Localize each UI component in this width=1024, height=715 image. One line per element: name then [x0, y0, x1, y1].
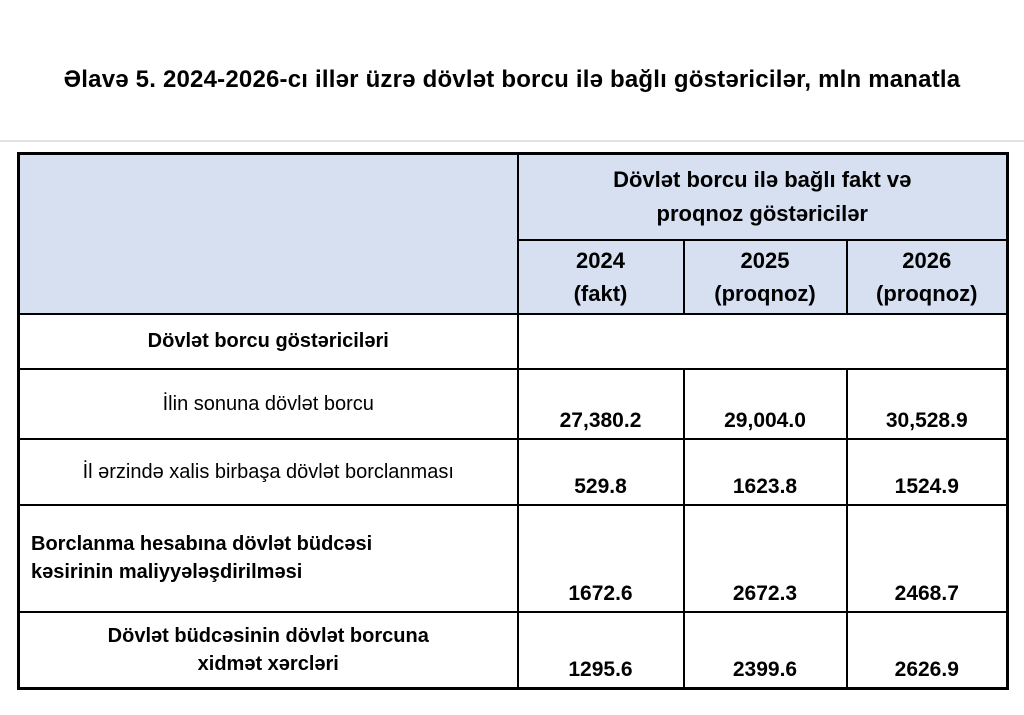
horizontal-divider	[0, 140, 1024, 142]
year-qualifier: (proqnoz)	[876, 280, 978, 306]
year-qualifier: (fakt)	[573, 280, 628, 306]
table-row	[19, 505, 1008, 612]
value-cell-2026: 1524.9	[847, 439, 1008, 505]
group-header-cell	[518, 154, 1008, 240]
table-row	[19, 369, 1008, 439]
row-label-line-1: Dövlət büdcəsinin dövlət borcuna	[107, 624, 429, 647]
value-cell-2025: 2672.3	[684, 505, 847, 612]
value-cell-2024: 1295.6	[518, 612, 684, 689]
row-label-section: Dövlət borcu göstəriciləri	[19, 314, 518, 369]
year-label: 2025	[740, 247, 790, 273]
row-label	[19, 612, 518, 689]
value-cell-2024: 1672.6	[518, 505, 684, 612]
year-header-2024	[518, 240, 684, 314]
value-cell-2024: 529.8	[518, 439, 684, 505]
year-header-2025	[684, 240, 847, 314]
value-cell-2024: 27,380.2	[518, 369, 684, 439]
table-row	[19, 612, 1008, 689]
group-header-line-1: Dövlət borcu ilə bağlı fakt və	[613, 166, 912, 192]
value-cell-2026: 2468.7	[847, 505, 1008, 612]
row-label-line-2: kəsirinin maliyyələşdirilməsi	[31, 561, 303, 583]
table-row	[19, 439, 1008, 505]
row-label-line-2: xidmət xərcləri	[197, 652, 339, 675]
row-label: İlin sonuna dövlət borcu	[19, 369, 518, 439]
corner-cell	[19, 154, 518, 314]
value-cell-2026: 30,528.9	[847, 369, 1008, 439]
table-group-header-row	[19, 154, 1008, 240]
empty-values-cell	[518, 314, 1008, 369]
value-cell-2025: 29,004.0	[684, 369, 847, 439]
row-label	[19, 505, 518, 612]
year-label: 2024	[576, 247, 625, 273]
value-cell-2026: 2626.9	[847, 612, 1008, 689]
row-label: İl ərzində xalis birbaşa dövlət borclanması	[19, 439, 518, 505]
row-label-line-1: Borclanma hesabına dövlət büdcəsi	[31, 533, 373, 555]
year-header-2026	[847, 240, 1008, 314]
year-qualifier: (proqnoz)	[714, 280, 816, 306]
value-cell-2025: 1623.8	[684, 439, 847, 505]
page-title: Əlavə 5. 2024-2026-cı illər üzrə dövlət borcu ilə bağlı göstəricilər, mln manatla	[63, 66, 961, 93]
year-label: 2026	[902, 247, 952, 273]
group-header-line-2: proqnoz göstəricilər	[656, 200, 868, 226]
value-cell-2025: 2399.6	[684, 612, 847, 689]
table-row	[19, 314, 1008, 369]
state-debt-table	[17, 152, 1009, 690]
